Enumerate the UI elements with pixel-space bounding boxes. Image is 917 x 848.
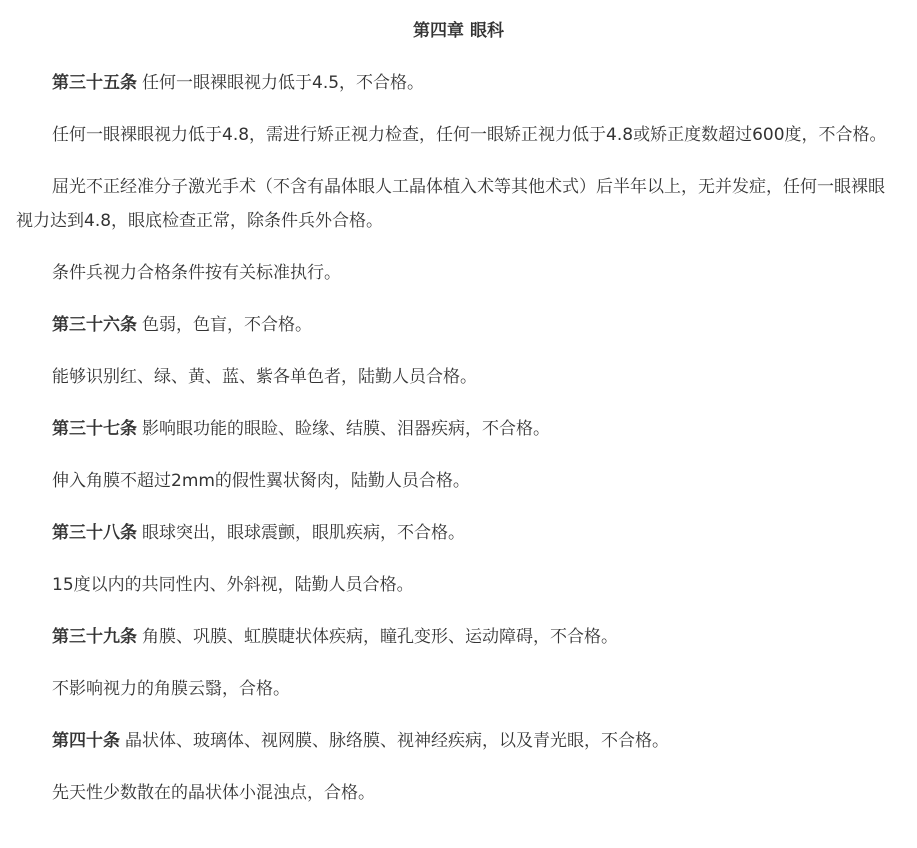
article-number: 第三十六条	[52, 315, 137, 335]
paragraph-text: 不影响视力的角膜云翳，合格。	[52, 679, 290, 699]
paragraph	[16, 256, 901, 290]
paragraph	[16, 776, 901, 810]
paragraph	[16, 118, 901, 152]
article-number: 第四十条	[52, 731, 120, 751]
paragraph-text: 色弱，色盲，不合格。	[142, 315, 312, 335]
paragraph-text: 任何一眼裸眼视力低于4.5，不合格。	[142, 73, 425, 93]
paragraph-text: 晶状体、玻璃体、视网膜、脉络膜、视神经疾病，以及青光眼，不合格。	[125, 731, 669, 751]
paragraph-text: 能够识别红、绿、黄、蓝、紫各单色者，陆勤人员合格。	[52, 367, 477, 387]
paragraph	[16, 412, 901, 446]
paragraph	[16, 464, 901, 498]
paragraph	[16, 66, 901, 100]
article-number: 第三十九条	[52, 627, 137, 647]
paragraph	[16, 568, 901, 602]
paragraph	[16, 620, 901, 654]
paragraph	[16, 516, 901, 550]
article-number: 第三十七条	[52, 419, 137, 439]
paragraph-text: 15度以内的共同性内、外斜视，陆勤人员合格。	[52, 575, 414, 595]
paragraph	[16, 672, 901, 706]
paragraph-text: 条件兵视力合格条件按有关标准执行。	[52, 263, 341, 283]
paragraph-text: 影响眼功能的眼睑、睑缘、结膜、泪器疾病，不合格。	[142, 419, 550, 439]
paragraph	[16, 360, 901, 394]
paragraph	[16, 308, 901, 342]
paragraph	[16, 170, 901, 238]
paragraph	[16, 724, 901, 758]
paragraph-text: 伸入角膜不超过2mm的假性翼状胬肉，陆勤人员合格。	[52, 471, 470, 491]
chapter-title: 第四章 眼科	[413, 21, 504, 41]
paragraph-text: 屈光不正经准分子激光手术（不含有晶体眼人工晶体植入术等其他术式）后半年以上，无并发症，任何一眼裸眼视力达到4.8，眼底检查正常，除条件兵外合格。	[16, 177, 885, 231]
paragraph-text: 先天性少数散在的晶状体小混浊点，合格。	[52, 783, 375, 803]
article-number: 第三十五条	[52, 73, 137, 93]
paragraph-text: 角膜、巩膜、虹膜睫状体疾病，瞳孔变形、运动障碍，不合格。	[142, 627, 618, 647]
paragraph-text: 任何一眼裸眼视力低于4.8，需进行矫正视力检查，任何一眼矫正视力低于4.8或矫正度数超过600度，不合格。	[52, 125, 887, 145]
paragraph-text: 眼球突出，眼球震颤，眼肌疾病，不合格。	[142, 523, 465, 543]
article-number: 第三十八条	[52, 523, 137, 543]
